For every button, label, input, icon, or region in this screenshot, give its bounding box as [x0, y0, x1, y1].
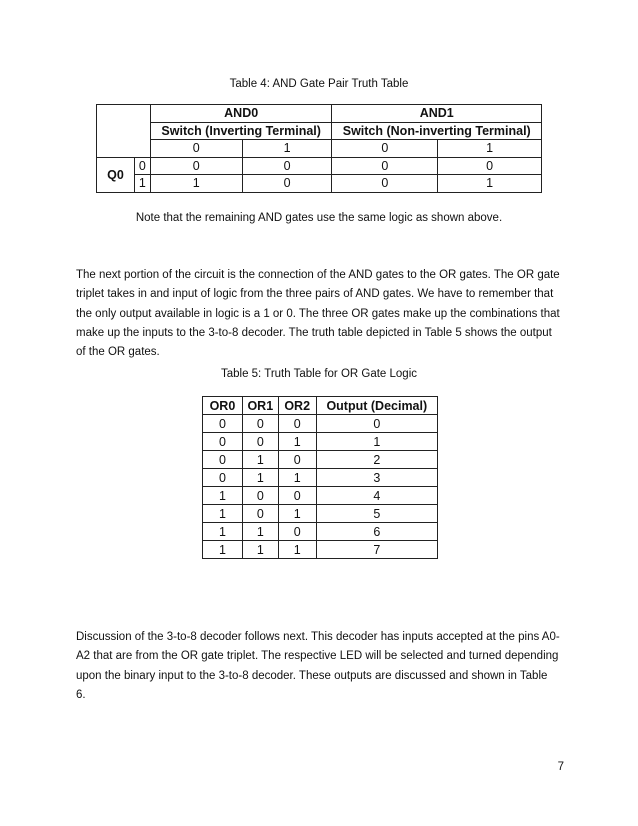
text-line: The next portion of the circuit is the connection of the AND gates to the OR gates. The OR gate [76, 269, 560, 281]
table-cell: 0 [438, 157, 542, 175]
table-cell: 0 [203, 469, 243, 487]
table-cell: 3 [316, 469, 437, 487]
table-row [203, 487, 438, 505]
text-line: the only output available in logic is a 1 or 0. The three OR gates make up the combinations that [76, 307, 560, 320]
q-value: 1 [134, 175, 150, 193]
table-cell: 1 [278, 541, 316, 559]
text-line: upon the binary input to the 3-to-8 decoder. These outputs are discussed and shown in Table [76, 669, 548, 682]
switch-value: 0 [332, 140, 438, 158]
table-row [203, 523, 438, 541]
table-cell: 0 [242, 487, 278, 505]
table4-corner-cell [97, 105, 151, 158]
table-cell: 0 [242, 415, 278, 433]
table-cell: 0 [203, 433, 243, 451]
text-line: triplet takes in and input of logic from the three pairs of AND gates. We have to remember that [76, 288, 554, 301]
or-gate-truth-table [202, 396, 438, 559]
and1-switch-label: Switch (Non-inverting Terminal) [332, 122, 542, 140]
table-row [203, 469, 438, 487]
page-number: 7 [557, 761, 564, 773]
table-cell: 5 [316, 505, 437, 523]
table-cell: 1 [278, 505, 316, 523]
table-cell: 0 [332, 175, 438, 193]
paragraph-or-gates [76, 266, 564, 362]
table-cell: 2 [316, 451, 437, 469]
table-cell: 1 [242, 469, 278, 487]
table-cell: 1 [150, 175, 242, 193]
table-cell: 0 [278, 523, 316, 541]
paragraph-decoder [76, 628, 564, 705]
table-cell: 0 [316, 415, 437, 433]
switch-value: 1 [438, 140, 542, 158]
table-row [203, 541, 438, 559]
and0-header: AND0 [150, 105, 332, 123]
table-cell: 6 [316, 523, 437, 541]
and-gate-truth-table [96, 104, 542, 193]
table-cell: 1 [203, 523, 243, 541]
table-cell: 1 [242, 451, 278, 469]
table-cell: 1 [316, 433, 437, 451]
text-line: Discussion of the 3-to-8 decoder follows next. This decoder has inputs accepted at the pins A0- [76, 631, 560, 643]
table4-caption: Table 4: AND Gate Pair Truth Table [229, 78, 409, 90]
table-row [203, 433, 438, 451]
table-cell: 1 [242, 541, 278, 559]
table-cell: 0 [242, 175, 332, 193]
table-cell: 0 [242, 433, 278, 451]
table-cell: 0 [278, 415, 316, 433]
switch-value: 1 [242, 140, 332, 158]
table-cell: 1 [278, 469, 316, 487]
table-cell: 1 [203, 487, 243, 505]
and0-switch-label: Switch (Inverting Terminal) [150, 122, 332, 140]
column-header: OR2 [278, 397, 316, 415]
table-cell: 1 [203, 541, 243, 559]
table-cell: 1 [242, 523, 278, 541]
table-cell: 1 [203, 505, 243, 523]
text-line: make up the inputs to the 3-to-8 decoder. The truth table depicted in Table 5 shows the output [76, 326, 552, 339]
table-cell: 7 [316, 541, 437, 559]
column-header: OR0 [203, 397, 243, 415]
table-cell: 0 [150, 157, 242, 175]
q-value: 0 [134, 157, 150, 175]
text-line: of the OR gates. [76, 346, 160, 359]
table-row [203, 505, 438, 523]
column-header: OR1 [242, 397, 278, 415]
table-cell: 0 [242, 505, 278, 523]
table-cell: 4 [316, 487, 437, 505]
switch-value: 0 [150, 140, 242, 158]
table-row [203, 451, 438, 469]
table-cell: 0 [242, 157, 332, 175]
table-cell: 0 [203, 451, 243, 469]
and1-header: AND1 [332, 105, 542, 123]
table-cell: 1 [278, 433, 316, 451]
column-header: Output (Decimal) [316, 397, 437, 415]
table-row [203, 415, 438, 433]
table-cell: 0 [278, 451, 316, 469]
q0-row-label: Q0 [97, 157, 135, 192]
table-cell: 1 [438, 175, 542, 193]
table5-caption: Table 5: Truth Table for OR Gate Logic [220, 368, 418, 380]
table-cell: 0 [278, 487, 316, 505]
note-text: Note that the remaining AND gates use the same logic as shown above. [135, 212, 503, 224]
table-cell: 0 [203, 415, 243, 433]
table-cell: 0 [332, 157, 438, 175]
text-line: A2 that are from the OR gate triplet. The respective LED will be selected and turned depending [76, 650, 559, 663]
text-line: 6. [76, 688, 86, 701]
